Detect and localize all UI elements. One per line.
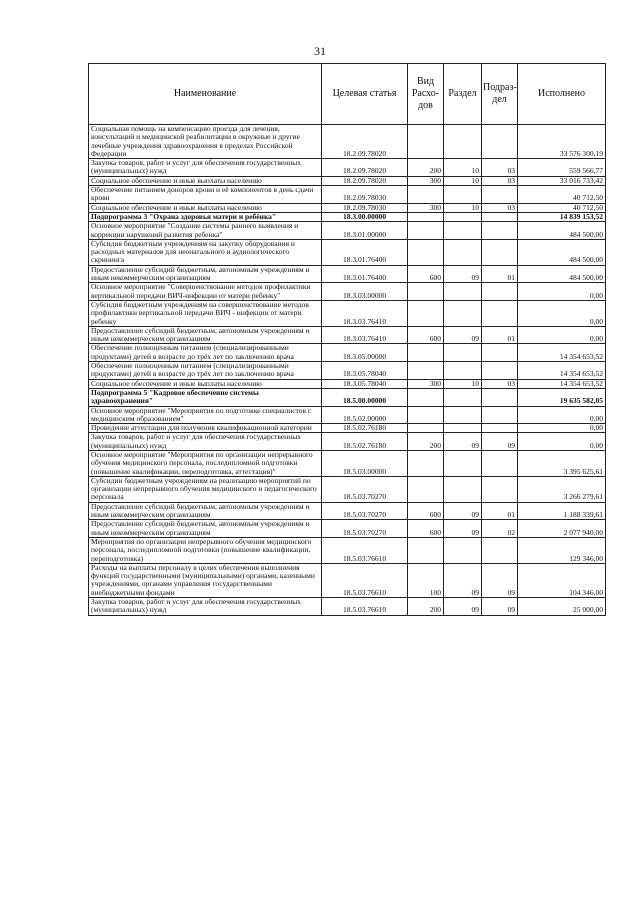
row-subsection-cell — [482, 212, 518, 221]
row-section-cell — [444, 537, 482, 563]
row-target-article-cell: 18.5.02.00000 — [322, 406, 408, 424]
table-row — [89, 476, 606, 502]
row-expense-type-cell — [408, 537, 444, 563]
row-name-cell: Мероприятия по организации непрерывного обучения медицинского персонала, последипломной подготовки (повышение квалификации, переподготовка) — [89, 537, 322, 563]
row-section-cell: 10 — [444, 379, 482, 388]
row-name-cell: Подпрограмма 5 "Кадровое обеспечение системы здравоохранения" — [89, 388, 322, 406]
row-expense-type-cell — [408, 125, 444, 159]
row-expense-type-cell — [408, 300, 444, 326]
row-name-cell: Предоставление субсидий бюджетным, автономным учреждениям и иным некоммерческим организациям — [89, 520, 322, 538]
row-expense-type-cell: 200 — [408, 598, 444, 616]
table-row — [89, 502, 606, 520]
row-section-cell — [444, 362, 482, 380]
row-subsection-cell — [482, 388, 518, 406]
table-row — [89, 326, 606, 344]
row-name-cell: Подпрограмма 3 "Охрана здоровья матери и ребёнка" — [89, 212, 322, 221]
row-expense-type-cell: 200 — [408, 159, 444, 177]
row-subsection-cell — [482, 476, 518, 502]
row-subsection-cell: 03 — [482, 379, 518, 388]
row-name-cell: Социальная помощь на компенсацию проезда для лечения, консультаций и медицинской реабилитации в окружные и другие лечебные учреждения здравоохранения в пределах Российской Федерации — [89, 125, 322, 159]
row-subsection-cell — [482, 362, 518, 380]
row-target-article-cell: 18.3.05.00000 — [322, 344, 408, 362]
row-name-cell: Расходы на выплаты персоналу в целях обеспечения выполнения функций государственными (муниципальными) органами, казенными учреждениями, органами управления государственными внебюджетными фондами — [89, 563, 322, 597]
row-executed-cell: 559 566,77 — [518, 159, 606, 177]
row-executed-cell: 14 354 653,52 — [518, 362, 606, 380]
row-executed-cell: 3 266 279,61 — [518, 476, 606, 502]
table-row — [89, 563, 606, 597]
table-row — [89, 125, 606, 159]
row-subsection-cell — [482, 344, 518, 362]
row-subsection-cell: 03 — [482, 203, 518, 212]
table-row — [89, 598, 606, 616]
row-expense-type-cell: 300 — [408, 203, 444, 212]
row-section-cell — [444, 222, 482, 240]
row-target-article-cell: 18.5.02.76180 — [322, 433, 408, 451]
row-target-article-cell: 18.2.09.78030 — [322, 203, 408, 212]
row-name-cell: Субсидия бюджетным учреждениям на закупку оборудования и расходных материалов для неонатального и аудиологического скрининга — [89, 239, 322, 265]
header-name: Наименование — [89, 64, 322, 125]
row-expense-type-cell — [408, 450, 444, 476]
row-target-article-cell: 18.3.05.78040 — [322, 362, 408, 380]
row-name-cell: Закупка товаров, работ и услуг для обеспечения государственных (муниципальных) нужд — [89, 598, 322, 616]
row-section-cell: 09 — [444, 563, 482, 597]
row-expense-type-cell: 600 — [408, 265, 444, 283]
row-target-article-cell: 18.2.09.78020 — [322, 159, 408, 177]
row-executed-cell: 0,00 — [518, 406, 606, 424]
row-subsection-cell: 03 — [482, 176, 518, 185]
row-section-cell — [444, 406, 482, 424]
row-expense-type-cell — [408, 424, 444, 433]
row-executed-cell: 1 188 339,61 — [518, 502, 606, 520]
row-executed-cell: 33 576 300,19 — [518, 125, 606, 159]
header-target-article: Целевая статья — [322, 64, 408, 125]
row-target-article-cell: 18.2.09.78020 — [322, 176, 408, 185]
row-section-cell — [444, 476, 482, 502]
row-subsection-cell: 09 — [482, 563, 518, 597]
row-section-cell — [444, 424, 482, 433]
row-section-cell — [444, 212, 482, 221]
row-subsection-cell — [482, 186, 518, 204]
row-name-cell: Основное мероприятие "Мероприятия по подготовке специалистов с медицинским образованием" — [89, 406, 322, 424]
row-section-cell — [444, 239, 482, 265]
row-executed-cell: 14 354 653,52 — [518, 379, 606, 388]
row-section-cell: 09 — [444, 520, 482, 538]
row-section-cell — [444, 388, 482, 406]
header-expense-type: Вид Расхо- дов — [408, 64, 444, 125]
row-target-article-cell: 18.5.03.76610 — [322, 598, 408, 616]
table-row — [89, 186, 606, 204]
row-target-article-cell: 18.2.09.78020 — [322, 125, 408, 159]
row-executed-cell: 129 346,00 — [518, 537, 606, 563]
row-executed-cell: 19 635 582,05 — [518, 388, 606, 406]
row-name-cell: Субсидии бюджетным учреждениям на реализацию мероприятий по организации непрерывного обучения медицинского и педагогического персонала — [89, 476, 322, 502]
row-subsection-cell — [482, 450, 518, 476]
row-executed-cell: 0,00 — [518, 326, 606, 344]
table-row — [89, 265, 606, 283]
row-subsection-cell — [482, 424, 518, 433]
row-executed-cell: 2 077 940,00 — [518, 520, 606, 538]
row-target-article-cell: 18.5.00.00000 — [322, 388, 408, 406]
row-executed-cell: 14 839 153,52 — [518, 212, 606, 221]
table-row — [89, 283, 606, 301]
row-executed-cell: 40 712,50 — [518, 186, 606, 204]
row-executed-cell: 25 000,00 — [518, 598, 606, 616]
row-section-cell: 09 — [444, 502, 482, 520]
table-row — [89, 362, 606, 380]
row-name-cell: Основное мероприятие "Мероприятия по организации непрерывного обучения медицинского персонала, последипломной подготовки (повышение квалификации, переподготовка, аттестация)" — [89, 450, 322, 476]
table-row — [89, 537, 606, 563]
table-row — [89, 388, 606, 406]
row-section-cell — [444, 450, 482, 476]
row-subsection-cell: 01 — [482, 265, 518, 283]
table-row — [89, 450, 606, 476]
row-target-article-cell: 18.3.05.78040 — [322, 379, 408, 388]
row-name-cell: Закупка товаров, работ и услуг для обеспечения государственных (муниципальных) нужд — [89, 159, 322, 177]
row-expense-type-cell — [408, 283, 444, 301]
row-target-article-cell: 18.3.03.00000 — [322, 283, 408, 301]
row-section-cell: 09 — [444, 598, 482, 616]
budget-table — [88, 63, 606, 616]
table-row — [89, 433, 606, 451]
row-name-cell: Обеспечение полноценным питанием (специализированными продуктами) детей в возрасте до трёх лет по заключению врача — [89, 362, 322, 380]
row-executed-cell: 0,00 — [518, 433, 606, 451]
row-target-article-cell: 18.3.00.00000 — [322, 212, 408, 221]
row-name-cell: Основное мероприятие "Создание системы раннего выявления и коррекции нарушений развития ребенка" — [89, 222, 322, 240]
row-section-cell — [444, 300, 482, 326]
row-subsection-cell: 09 — [482, 433, 518, 451]
table-row — [89, 239, 606, 265]
row-expense-type-cell: 300 — [408, 176, 444, 185]
row-name-cell: Обеспечение питанием доноров крови и её компонентов в день сдачи крови — [89, 186, 322, 204]
table-row — [89, 159, 606, 177]
row-name-cell: Социальное обеспечение и иные выплаты населению — [89, 203, 322, 212]
row-subsection-cell — [482, 283, 518, 301]
row-target-article-cell: 18.3.01.00000 — [322, 222, 408, 240]
row-expense-type-cell — [408, 362, 444, 380]
row-subsection-cell: 03 — [482, 159, 518, 177]
row-subsection-cell — [482, 300, 518, 326]
row-section-cell — [444, 344, 482, 362]
header-executed: Исполнено — [518, 64, 606, 125]
row-section-cell: 10 — [444, 203, 482, 212]
row-target-article-cell: 18.5.03.76610 — [322, 537, 408, 563]
row-section-cell — [444, 186, 482, 204]
row-expense-type-cell — [408, 476, 444, 502]
row-subsection-cell — [482, 125, 518, 159]
row-target-article-cell: 18.3.03.76410 — [322, 326, 408, 344]
row-target-article-cell: 18.5.02.76180 — [322, 424, 408, 433]
row-target-article-cell: 18.5.03.70270 — [322, 476, 408, 502]
row-executed-cell: 33 016 733,42 — [518, 176, 606, 185]
table-row — [89, 406, 606, 424]
row-executed-cell: 484 500,00 — [518, 222, 606, 240]
row-expense-type-cell — [408, 186, 444, 204]
header-section: Раздел — [444, 64, 482, 125]
row-expense-type-cell: 600 — [408, 326, 444, 344]
row-section-cell: 09 — [444, 326, 482, 344]
row-expense-type-cell — [408, 406, 444, 424]
table-row — [89, 300, 606, 326]
table-body — [89, 125, 606, 616]
row-target-article-cell: 18.2.09.78030 — [322, 186, 408, 204]
row-target-article-cell: 18.3.01.76400 — [322, 265, 408, 283]
row-executed-cell: 484 500,00 — [518, 239, 606, 265]
row-subsection-cell: 01 — [482, 502, 518, 520]
row-target-article-cell: 18.3.01.76400 — [322, 239, 408, 265]
page-number: 31 — [314, 44, 326, 58]
row-section-cell: 09 — [444, 433, 482, 451]
row-expense-type-cell: 600 — [408, 502, 444, 520]
table-row — [89, 520, 606, 538]
row-name-cell: Предоставление субсидий бюджетным, автономным учреждениям и иным некоммерческим организациям — [89, 326, 322, 344]
row-section-cell — [444, 283, 482, 301]
row-subsection-cell: 09 — [482, 598, 518, 616]
row-expense-type-cell: 600 — [408, 520, 444, 538]
row-executed-cell: 40 712,50 — [518, 203, 606, 212]
row-section-cell: 10 — [444, 176, 482, 185]
row-expense-type-cell — [408, 222, 444, 240]
row-expense-type-cell: 200 — [408, 433, 444, 451]
row-subsection-cell — [482, 222, 518, 240]
row-target-article-cell: 18.5.03.00000 — [322, 450, 408, 476]
row-name-cell: Обеспечение полноценным питанием (специализированными продуктами) детей в возрасте до трёх лет по заключению врача — [89, 344, 322, 362]
row-target-article-cell: 18.5.03.70270 — [322, 520, 408, 538]
row-executed-cell: 104 346,00 — [518, 563, 606, 597]
row-expense-type-cell: 300 — [408, 379, 444, 388]
row-executed-cell: 0,00 — [518, 283, 606, 301]
table-row — [89, 379, 606, 388]
row-name-cell: Предоставление субсидий бюджетным, автономным учреждениям и иным некоммерческим организациям — [89, 265, 322, 283]
row-executed-cell: 0,00 — [518, 300, 606, 326]
row-subsection-cell — [482, 239, 518, 265]
header-subsection: Подраз- дел — [482, 64, 518, 125]
row-name-cell: Закупка товаров, работ и услуг для обеспечения государственных (муниципальных) нужд — [89, 433, 322, 451]
row-executed-cell: 14 354 653,52 — [518, 344, 606, 362]
row-name-cell: Социальное обеспечение и иные выплаты населению — [89, 379, 322, 388]
row-subsection-cell — [482, 406, 518, 424]
row-executed-cell: 3 395 625,61 — [518, 450, 606, 476]
row-section-cell: 09 — [444, 265, 482, 283]
table-row — [89, 222, 606, 240]
row-name-cell: Проведение аттестации для получения квалификационной категории — [89, 424, 322, 433]
row-name-cell: Предоставление субсидий бюджетным, автономным учреждениям и иным некоммерческим организациям — [89, 502, 322, 520]
row-section-cell: 10 — [444, 159, 482, 177]
row-name-cell: Субсидия бюджетным учреждениям на совершенствование методов профилактики вертикальной передачи ВИЧ - инфекции от матери ребенку — [89, 300, 322, 326]
row-subsection-cell: 02 — [482, 520, 518, 538]
row-name-cell: Социальное обеспечение и иные выплаты населению — [89, 176, 322, 185]
table-header-row — [89, 64, 606, 125]
row-expense-type-cell — [408, 344, 444, 362]
row-executed-cell: 484 500,00 — [518, 265, 606, 283]
row-expense-type-cell — [408, 388, 444, 406]
row-subsection-cell — [482, 537, 518, 563]
row-expense-type-cell — [408, 239, 444, 265]
row-target-article-cell: 18.5.03.70270 — [322, 502, 408, 520]
row-expense-type-cell — [408, 212, 444, 221]
row-section-cell — [444, 125, 482, 159]
row-executed-cell: 0,00 — [518, 424, 606, 433]
row-subsection-cell: 01 — [482, 326, 518, 344]
row-expense-type-cell: 100 — [408, 563, 444, 597]
row-name-cell: Основное мероприятие "Совершенствование методов профилактики вертикальной передачи ВИЧ-инфекции от матери ребенку" — [89, 283, 322, 301]
table-row — [89, 344, 606, 362]
row-target-article-cell: 18.3.03.76410 — [322, 300, 408, 326]
row-target-article-cell: 18.5.03.76610 — [322, 563, 408, 597]
